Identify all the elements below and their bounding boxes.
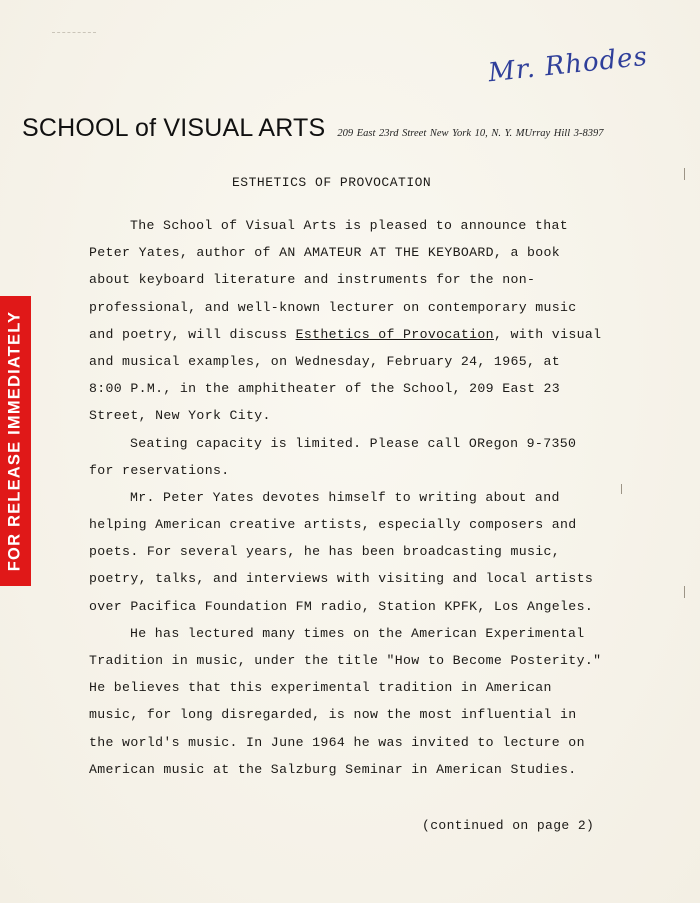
paper-mark <box>684 586 685 598</box>
body-line: Tradition in music, under the title "How to Become Posterity." <box>89 653 602 668</box>
body-line: Seating capacity is limited. Please call ORegon 9-7350 <box>130 435 577 451</box>
body-line: helping American creative artists, especially composers and <box>89 517 577 533</box>
body-line: Peter Yates, author of AN AMATEUR AT THE KEYBOARD, a book <box>89 245 561 261</box>
lecture-title: Esthetics of Provocation <box>295 326 494 342</box>
body-line: Mr. Peter Yates devotes himself to writing about and <box>130 489 560 505</box>
body-line: American music at the Salzburg Seminar in American Studies. <box>89 761 577 777</box>
body-line: music, for long disregarded, is now the most influential in <box>89 707 577 723</box>
body-line: over Pacifica Foundation FM radio, Station KPFK, Los Angeles. <box>89 598 594 614</box>
document-title: ESTHETICS OF PROVOCATION <box>232 175 432 190</box>
paper-mark <box>621 484 622 494</box>
body-text-segment: , with visual <box>493 326 602 342</box>
body-line: professional, and well-known lecturer on contemporary music <box>89 299 577 315</box>
continued-note: (continued on page 2) <box>422 818 595 833</box>
body-line: about keyboard literature and instruments for the non- <box>89 272 536 288</box>
release-stamp-text: FOR RELEASE IMMEDIATELY <box>5 310 24 572</box>
body-line: The School of Visual Arts is pleased to announce that <box>130 218 568 233</box>
body-line: He has lectured many times on the American Experimental <box>130 625 585 641</box>
press-release-body <box>89 212 649 783</box>
body-line: Street, New York City. <box>89 408 271 424</box>
body-line: He believes that this experimental tradition in American <box>89 680 552 696</box>
letterhead <box>22 114 682 148</box>
body-line <box>89 321 649 348</box>
paper-mark <box>684 168 685 180</box>
pencil-mark <box>52 32 96 35</box>
body-line: and musical examples, on Wednesday, February 24, 1965, at <box>89 353 561 369</box>
body-line: 8:00 P.M., in the amphitheater of the School, 209 East 23 <box>89 381 561 397</box>
body-line: the world's music. In June 1964 he was invited to lecture on <box>89 734 585 750</box>
body-text-segment: and poetry, will discuss <box>89 326 296 342</box>
school-name: SCHOOL of VISUAL ARTS <box>22 114 326 142</box>
body-line: poets. For several years, he has been broadcasting music, <box>89 544 561 560</box>
handwritten-recipient: Mr. Rhodes <box>486 41 650 89</box>
body-line: for reservations. <box>89 462 230 478</box>
school-address: 209 East 23rd Street New York 10, N. Y. MUrray Hill 3-8397 <box>337 128 604 139</box>
body-line: poetry, talks, and interviews with visiting and local artists <box>89 571 594 587</box>
